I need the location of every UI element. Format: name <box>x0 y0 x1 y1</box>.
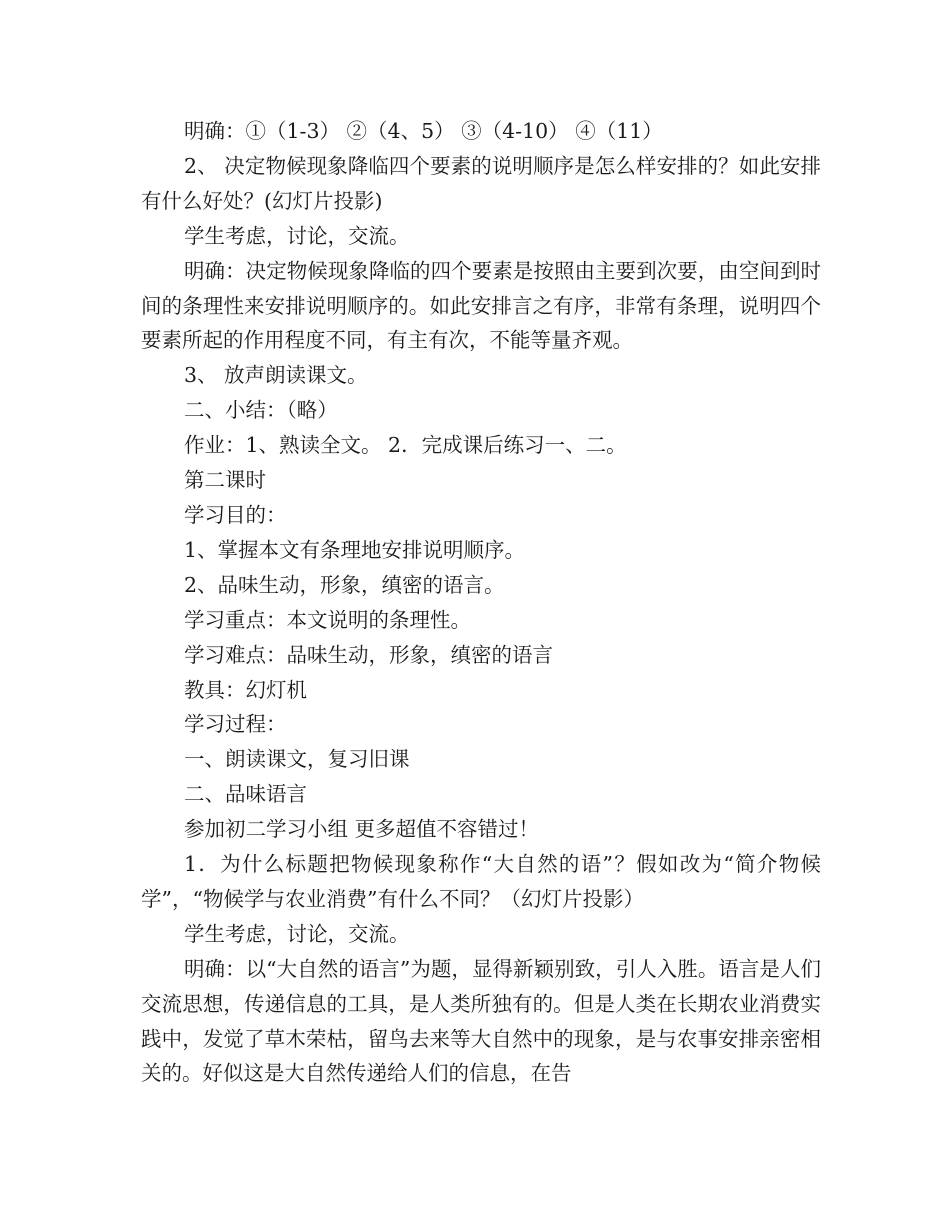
answer-paragraph: 明确：以“大自然的语言”为题，显得新颖别致，引人入胜。语言是人们交流思想，传递信息的工具，是人类所独有的。但是人类在长期农业消费实践中，发觉了草木荣枯，留鸟去来等大自然中的现象，是与农事安排亲密相关的。好似这是大自然传递给人们的信息，在告 <box>141 956 821 1086</box>
paragraph: 学习重点：本文说明的条理性。 <box>184 607 471 632</box>
paragraph: 学习过程： <box>184 712 287 737</box>
list-item: 一、朗读课文，复习旧课 <box>184 747 410 772</box>
paragraph: 学习目的： <box>184 502 287 527</box>
paragraph: 教具：幻灯机 <box>184 677 307 702</box>
list-item: 2、品味生动，形象，缜密的语言。 <box>184 572 505 597</box>
question-paragraph: 1．为什么标题把物候现象称作“大自然的语”？假如改为“简介物候学”，“物候学与农业消费”有什么不同？（幻灯片投影） <box>141 852 821 911</box>
document-body <box>141 114 821 1091</box>
paragraph: 作业：1、熟读全文。 2．完成课后练习一、二。 <box>184 433 627 458</box>
paragraph: 明确：①（1-3） ②（4、5） ③（4-10） ④（11） <box>184 119 663 143</box>
paragraph: 学生考虑，讨论，交流。 <box>184 921 410 946</box>
paragraph: 二、小结：（略） <box>184 398 338 423</box>
list-item: 二、品味语言 <box>184 782 307 807</box>
paragraph: 学习难点：品味生动，形象，缜密的语言 <box>184 642 553 667</box>
paragraph: 学生考虑，讨论，交流。 <box>184 223 410 248</box>
paragraph: 2、 决定物候现象降临四个要素的说明顺序是怎么样安排的？如此安排有什么好处？(幻灯片投影) <box>141 153 821 213</box>
promo-line: 参加初二学习小组 更多超值不容错过！ <box>184 817 540 842</box>
section-heading: 第二课时 <box>184 468 266 493</box>
paragraph: 明确：决定物候现象降临的四个要素是按照由主要到次要，由空间到时间的条理性来安排说明顺序的。如此安排言之有序，非常有条理，说明四个要素所起的作用程度不同，有主有次，不能等量齐观。 <box>141 258 821 353</box>
list-item: 1、掌握本文有条理地安排说明顺序。 <box>184 537 526 562</box>
paragraph: 3、 放声朗读课文。 <box>184 363 368 388</box>
